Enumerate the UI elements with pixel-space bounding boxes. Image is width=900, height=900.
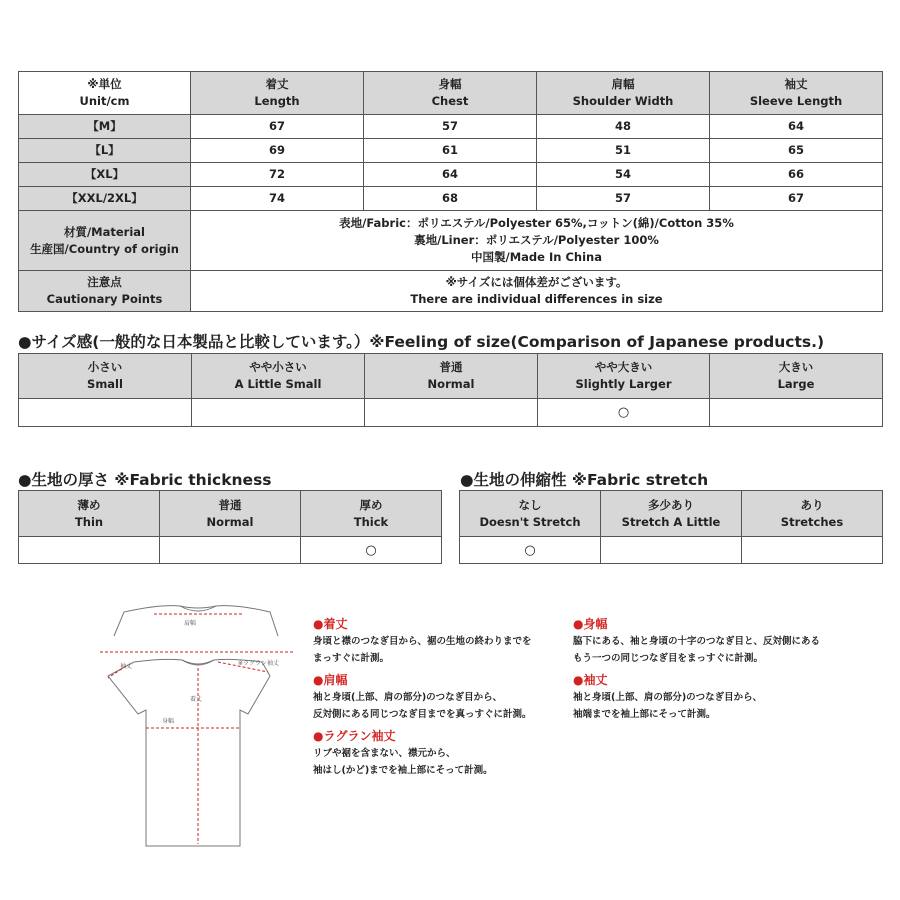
feel-a-little-small: やや小さい A Little Small	[192, 354, 365, 399]
size-value: 65	[710, 139, 883, 163]
note-raglan	[313, 727, 493, 779]
stretch-title: ●生地の伸縮性 ※Fabric stretch	[460, 471, 709, 489]
size-value: 69	[191, 139, 364, 163]
note-chest-line1: 脇下にある、袖と身頃の十字のつなぎ目と、反対側にある	[573, 636, 821, 647]
stretch-yes: あり Stretches	[742, 491, 883, 537]
note-raglan-title: ●ラグラン袖丈	[313, 729, 396, 743]
header-unit: ※単位 Unit/cm	[19, 72, 191, 115]
size-value: 64	[710, 115, 883, 139]
size-label: 【XXL/2XL】	[19, 187, 191, 211]
feel-large: 大きい Large	[710, 354, 883, 399]
note-raglan-line1: リブや裾を含まない、襟元から、	[313, 748, 456, 759]
size-value: 67	[191, 115, 364, 139]
note-chest	[573, 615, 820, 667]
size-value: 68	[364, 187, 537, 211]
note-sleeve	[573, 671, 762, 723]
stretch-table	[459, 490, 883, 564]
stretch-a-little: 多少あり Stretch A Little	[601, 491, 742, 537]
feel-mark	[192, 399, 365, 427]
stretch-mark	[601, 537, 742, 564]
diagram-label-raglan: ※ラグラン袖丈	[238, 660, 280, 667]
note-shoulder-line2: 反対側にある同じつなぎ目までを真っすぐに計測。	[313, 709, 532, 720]
size-feel-header-row	[19, 354, 883, 399]
size-value: 64	[364, 163, 537, 187]
note-shoulder-title: ●肩幅	[313, 673, 348, 687]
thickness-mark: ○	[301, 537, 442, 564]
size-feel-mark-row	[19, 399, 883, 427]
thickness-title: ●生地の厚さ ※Fabric thickness	[18, 471, 272, 489]
feel-mark	[19, 399, 192, 427]
note-raglan-line2: 袖はし(かど)までを袖上部にそって計測。	[313, 765, 493, 776]
table-row	[19, 139, 883, 163]
diagram-label-shoulder: 肩幅	[184, 620, 197, 627]
material-value: 表地/Fabric：ポリエステル/Polyester 65%,コットン(綿)/Cotton 35% 裏地/Liner：ポリエステル/Polyester 100% 中国製/Made In China	[191, 211, 883, 271]
note-chest-title: ●身幅	[573, 617, 608, 631]
thickness-normal: 普通 Normal	[160, 491, 301, 537]
size-value: 61	[364, 139, 537, 163]
feel-mark: ○	[538, 399, 710, 427]
table-row	[19, 163, 883, 187]
note-chest-line2: もう一つの同じつなぎ目をまっすぐに計測。	[573, 653, 764, 664]
stretch-mark: ○	[460, 537, 601, 564]
measurement-diagram	[100, 598, 295, 853]
table-row	[19, 115, 883, 139]
size-value: 54	[537, 163, 710, 187]
size-value: 51	[537, 139, 710, 163]
stretch-none: なし Doesn't Stretch	[460, 491, 601, 537]
note-sleeve-line1: 袖と身頃(上部、肩の部分)のつなぎ目から、	[573, 692, 763, 703]
thickness-thin: 薄め Thin	[19, 491, 160, 537]
feel-small: 小さい Small	[19, 354, 192, 399]
feel-mark	[710, 399, 883, 427]
size-value: 48	[537, 115, 710, 139]
thickness-mark	[160, 537, 301, 564]
diagram-label-chest: 身幅	[162, 718, 175, 725]
feel-normal: 普通 Normal	[365, 354, 538, 399]
note-length	[313, 615, 532, 667]
material-label: 材質/Material 生産国/Country of origin	[19, 211, 191, 271]
caution-row	[19, 271, 883, 312]
note-length-line1: 身頃と襟のつなぎ目から、裾の生地の終わりまでを	[313, 636, 532, 647]
note-shoulder	[313, 671, 532, 723]
size-value: 57	[537, 187, 710, 211]
note-length-line2: まっすぐに計測。	[313, 653, 390, 664]
diagram-label-length: 着丈	[190, 696, 203, 703]
note-shoulder-line1: 袖と身頃(上部、肩の部分)のつなぎ目から、	[313, 692, 503, 703]
stretch-mark	[742, 537, 883, 564]
note-length-title: ●着丈	[313, 617, 348, 631]
size-feel-table	[18, 353, 883, 427]
size-value: 67	[710, 187, 883, 211]
note-sleeve-line2: 袖端までを袖上部にそって計測。	[573, 709, 716, 720]
size-value: 66	[710, 163, 883, 187]
thickness-mark-row	[19, 537, 442, 564]
diagram-label-sleeve: 袖丈	[120, 663, 133, 670]
shirt-outline-main	[108, 659, 270, 846]
thickness-thick: 厚め Thick	[301, 491, 442, 537]
thickness-mark	[19, 537, 160, 564]
table-row	[19, 187, 883, 211]
size-label: 【M】	[19, 115, 191, 139]
material-row	[19, 211, 883, 271]
header-shoulder: 肩幅 Shoulder Width	[537, 72, 710, 115]
size-header-row	[19, 72, 883, 115]
size-label: 【L】	[19, 139, 191, 163]
stretch-header-row	[460, 491, 883, 537]
size-label: 【XL】	[19, 163, 191, 187]
header-length: 着丈 Length	[191, 72, 364, 115]
measure-lines	[100, 614, 295, 844]
feel-mark	[365, 399, 538, 427]
size-value: 57	[364, 115, 537, 139]
feel-slightly-larger: やや大きい Slightly Larger	[538, 354, 710, 399]
size-feel-title: ●サイズ感(一般的な日本製品と比較しています。）※Feeling of size(Comparison of Japanese products.)	[18, 333, 825, 351]
note-sleeve-title: ●袖丈	[573, 673, 608, 687]
caution-value: ※サイズには個体差がございます。 There are individual differences in size	[191, 271, 883, 312]
stretch-mark-row	[460, 537, 883, 564]
caution-label: 注意点 Cautionary Points	[19, 271, 191, 312]
thickness-header-row	[19, 491, 442, 537]
header-chest: 身幅 Chest	[364, 72, 537, 115]
header-sleeve: 袖丈 Sleeve Length	[710, 72, 883, 115]
size-value: 72	[191, 163, 364, 187]
size-table	[18, 71, 883, 312]
thickness-table	[18, 490, 442, 564]
size-value: 74	[191, 187, 364, 211]
